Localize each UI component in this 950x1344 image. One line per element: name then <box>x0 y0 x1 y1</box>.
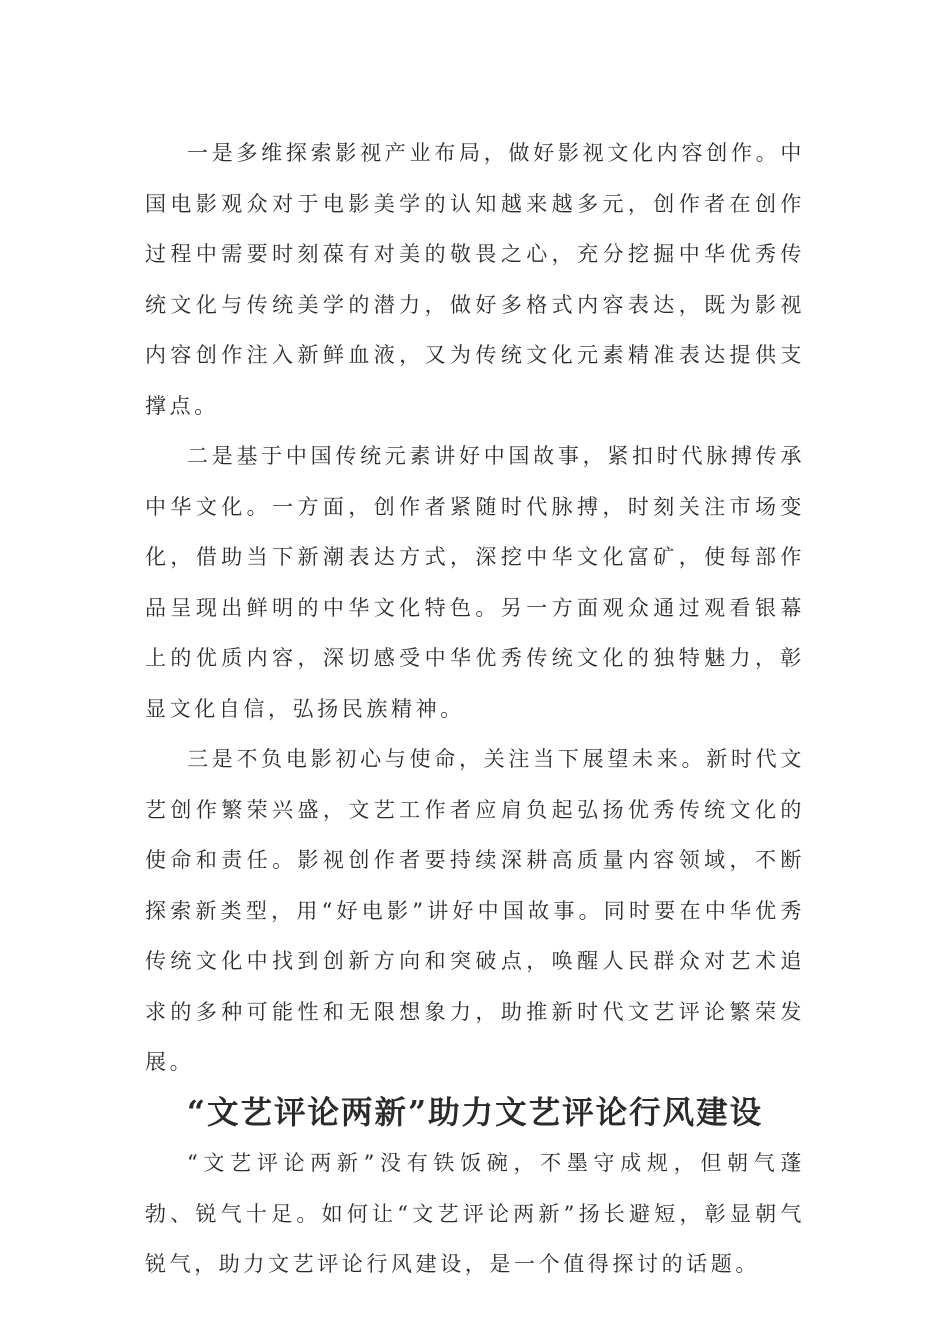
section-heading: “文艺评论两新”助力文艺评论行风建设 <box>186 1093 764 1131</box>
document-page <box>145 128 805 1290</box>
body-paragraph-2: 二是基于中国传统元素讲好中国故事，紧扣时代脉搏传承中华文化。一方面，创作者紧随时代脉搏，时刻关注市场变化，借助当下新潮表达方式，深挖中华文化富矿，使每部作品呈现出鲜明的中华文化特色。另一方面观众通过观看银幕上的优质内容，深切感受中华优秀传统文化的独特魅力，彰显文化自信，弘扬民族精神。 <box>145 444 805 721</box>
section-paragraph: “文艺评论两新”没有铁饭碗，不墨守成规，但朝气蓬勃、锐气十足。如何让“文艺评论两新”扬长避短，彰显朝气锐气，助力文艺评论行风建设，是一个值得探讨的话题。 <box>145 1151 805 1276</box>
body-paragraph-1: 一是多维探索影视产业布局，做好影视文化内容创作。中国电影观众对于电影美学的认知越来越多元，创作者在创作过程中需要时刻葆有对美的敬畏之心，充分挖掘中华优秀传统文化与传统美学的潜力，做好多格式内容表达，既为影视内容创作注入新鲜血液，又为传统文化元素精准表达提供支撑点。 <box>145 141 805 418</box>
body-paragraph-3: 三是不负电影初心与使命，关注当下展望未来。新时代文艺创作繁荣兴盛，文艺工作者应肩负起弘扬优秀传统文化的使命和责任。影视创作者要持续深耕高质量内容领域，不断探索新类型，用“好电影”讲好中国故事。同时要在中华优秀传统文化中找到创新方向和突破点，唤醒人民群众对艺术追求的多种可能性和无限想象力，助推新时代文艺评论繁荣发展。 <box>145 747 805 1074</box>
